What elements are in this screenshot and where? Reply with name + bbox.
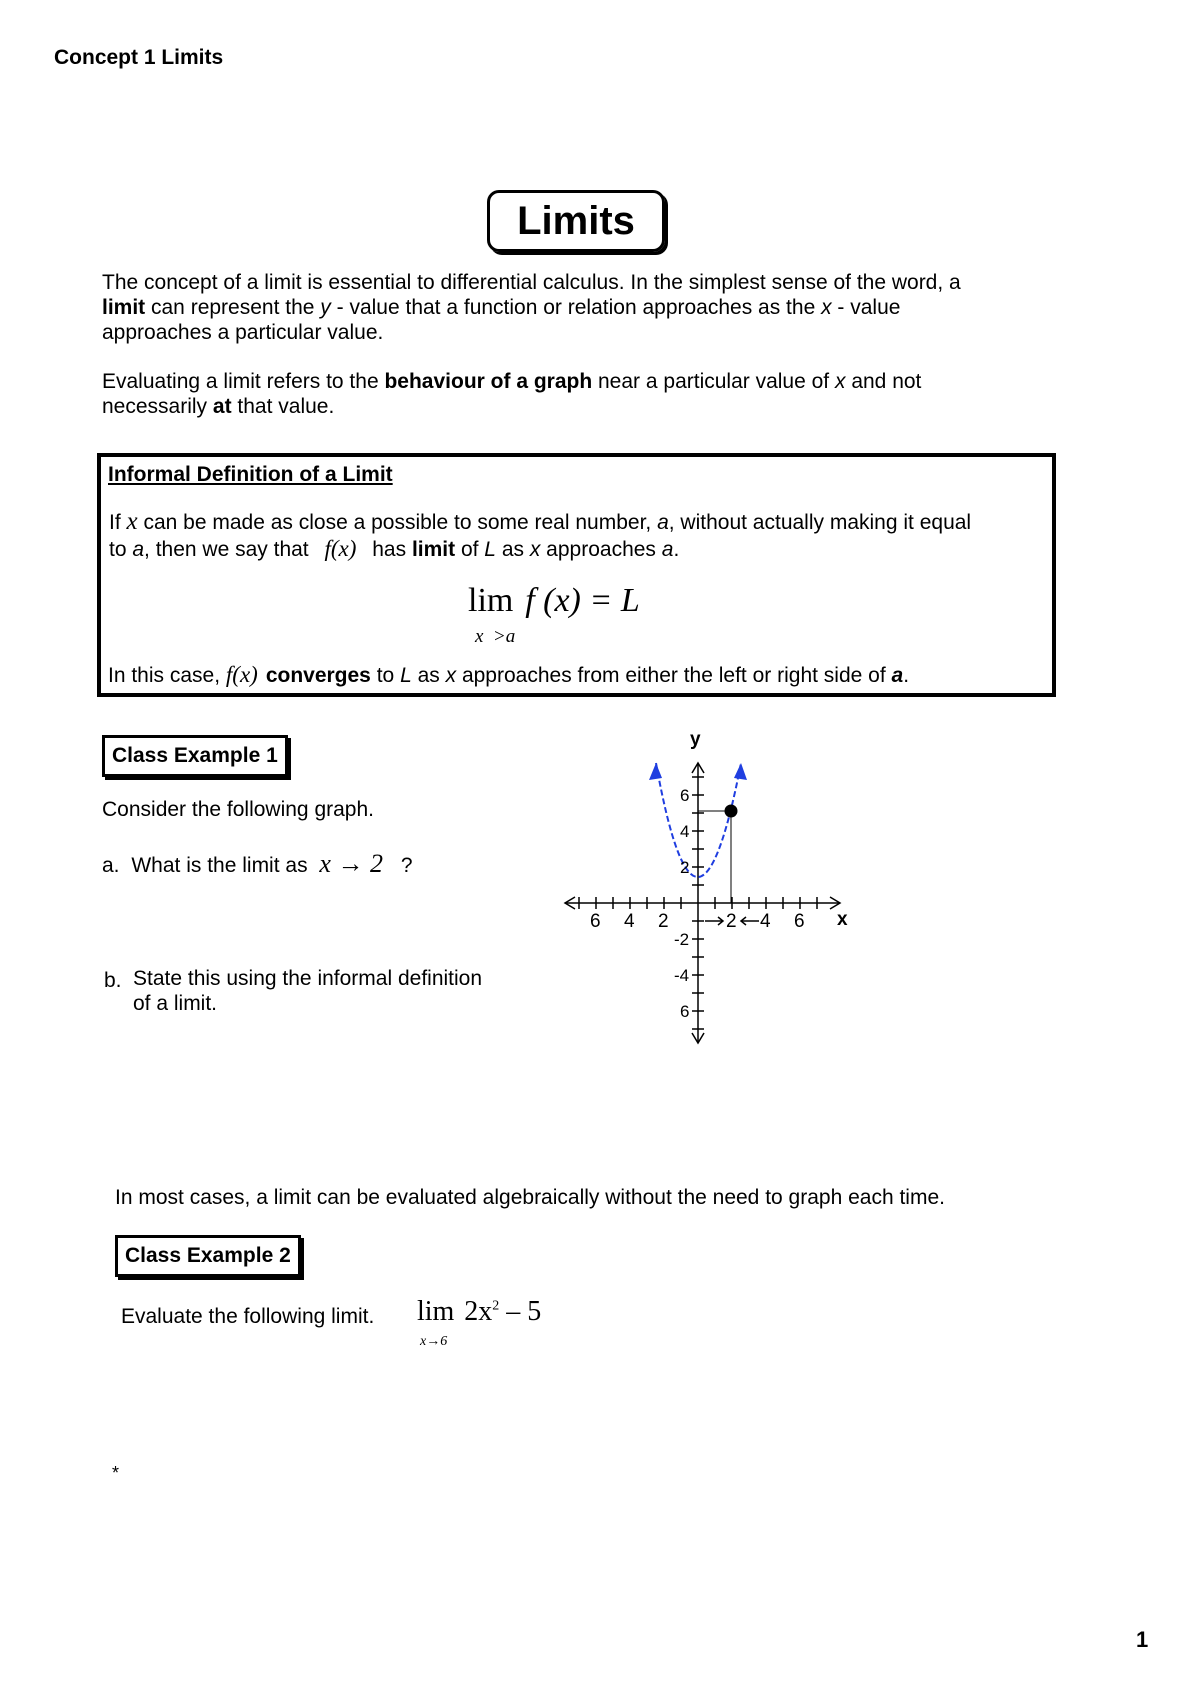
text: as	[411, 664, 446, 687]
text: Evaluating a limit refers to the	[102, 370, 385, 393]
behaviour-term: behaviour of a graph	[384, 370, 593, 393]
x-tick-label: 2	[658, 911, 669, 932]
text: as	[495, 538, 530, 561]
text: , without actually making it equal	[668, 511, 972, 534]
example2-subscript: x→6	[420, 1334, 448, 1349]
converges-term: converges	[265, 664, 371, 687]
example1-intro: Consider the following graph.	[102, 798, 374, 821]
text: In this case,	[108, 664, 226, 687]
var-a: a	[891, 664, 904, 687]
expression-tail: – 5	[499, 1296, 542, 1327]
example2-prompt: Evaluate the following limit.	[121, 1305, 375, 1328]
y-tick-label: 2	[680, 858, 690, 877]
curve-arrow-left	[649, 763, 662, 780]
intro-line-2	[102, 295, 1062, 320]
page-header: Concept 1 Limits	[54, 46, 224, 69]
text: approaches	[540, 538, 662, 561]
question-b-letter: b.	[104, 969, 122, 992]
intro-line-1: The concept of a limit is essential to differential calculus. In the simplest sense of the word, a	[102, 271, 961, 294]
closed-point	[725, 805, 738, 818]
definition-box	[97, 453, 1056, 697]
limit-formula	[468, 582, 640, 620]
definition-heading: Informal Definition of a Limit	[108, 463, 393, 486]
formula-body: f (x) = L	[525, 582, 640, 619]
definition-line-1	[109, 509, 1054, 536]
y-tick-label: 6	[680, 786, 690, 805]
text: - value that a function or relation approaches as the	[330, 296, 822, 319]
bridge-text: In most cases, a limit can be evaluated algebraically without the need to graph each time.	[115, 1186, 945, 1209]
x-tick-label: 4	[760, 911, 771, 932]
lim-operator: lim	[468, 582, 514, 619]
text: approaches from either the left or right side of	[456, 664, 892, 687]
text: near a particular value of	[592, 370, 835, 393]
lim-operator: lim	[417, 1296, 455, 1327]
var-y: y	[320, 296, 331, 319]
asterisk-mark: *	[112, 1463, 120, 1483]
text: .	[673, 538, 680, 561]
curve-arrow-right	[734, 763, 747, 780]
text: and not	[845, 370, 922, 393]
definition-line-2	[109, 536, 1054, 563]
text: , then we say that	[144, 538, 315, 561]
page-title: Limits	[487, 190, 665, 252]
fx-expression: f(x)	[225, 662, 258, 687]
page-number: 1	[1136, 1627, 1149, 1652]
question-a-text: What is the limit as	[131, 854, 308, 877]
var-x: x	[445, 664, 457, 687]
expression	[464, 1296, 541, 1327]
definition-line-3	[108, 662, 1053, 688]
var-x: x	[529, 538, 541, 561]
intro-paragraph-2	[102, 369, 1062, 419]
var-a: a	[657, 511, 669, 534]
limit-subscript: x >a	[475, 626, 516, 647]
exponent: 2	[492, 1298, 500, 1314]
text: If	[109, 511, 127, 534]
text: - value	[831, 296, 901, 319]
intro2-line-1	[102, 369, 1062, 394]
y-axis-label: y	[690, 729, 701, 750]
text: can be made as close a possible to some real number,	[137, 511, 658, 534]
intro2-line-2	[102, 394, 1062, 419]
x-axis-label: x	[837, 909, 848, 930]
at-term: at	[212, 395, 232, 418]
x-axis	[565, 897, 840, 909]
intro-line-3: approaches a particular value.	[102, 321, 384, 344]
var-x: x	[821, 296, 832, 319]
class-example-1-label: Class Example 1	[102, 735, 288, 777]
text: .	[903, 664, 910, 687]
limit-term: limit	[102, 296, 146, 319]
parabola-graph	[555, 725, 865, 1055]
text: to	[370, 664, 401, 687]
question-a	[102, 849, 413, 879]
x-tick-label: 6	[794, 911, 805, 932]
question-b-line-2: of a limit.	[133, 992, 218, 1015]
question-b-line-1: State this using the informal definition	[133, 967, 483, 990]
question-a-math: x → 2	[319, 849, 383, 878]
text: that value.	[231, 395, 335, 418]
text: has	[366, 538, 412, 561]
limit-term: limit	[411, 538, 456, 561]
question-a-end: ?	[400, 854, 413, 877]
x-tick-label: 6	[590, 911, 601, 932]
var-L: L	[484, 538, 496, 561]
question-a-letter: a.	[102, 854, 120, 877]
y-tick-label: 6	[680, 1002, 690, 1021]
expression-base: 2x	[464, 1296, 493, 1327]
question-b	[102, 966, 482, 1016]
fx-expression: f(x)	[324, 536, 357, 561]
example2-formula	[417, 1296, 541, 1328]
var-L: L	[400, 664, 412, 687]
text: of	[455, 538, 485, 561]
intro-paragraph-1	[102, 270, 1062, 345]
x-tick-label: 4	[624, 911, 635, 932]
y-tick-label: -4	[674, 966, 690, 985]
text: can represent the	[145, 296, 321, 319]
text: necessarily	[102, 395, 213, 418]
var-x: x	[126, 508, 138, 535]
y-tick-label: -2	[674, 930, 690, 949]
class-example-2-label: Class Example 2	[115, 1235, 301, 1277]
x-tick-label: 2	[726, 911, 737, 932]
y-tick-label: 4	[680, 822, 690, 841]
text: to	[109, 538, 133, 561]
var-a: a	[132, 538, 145, 561]
definition-text	[109, 509, 1054, 563]
var-x: x	[834, 370, 846, 393]
var-a: a	[661, 538, 674, 561]
